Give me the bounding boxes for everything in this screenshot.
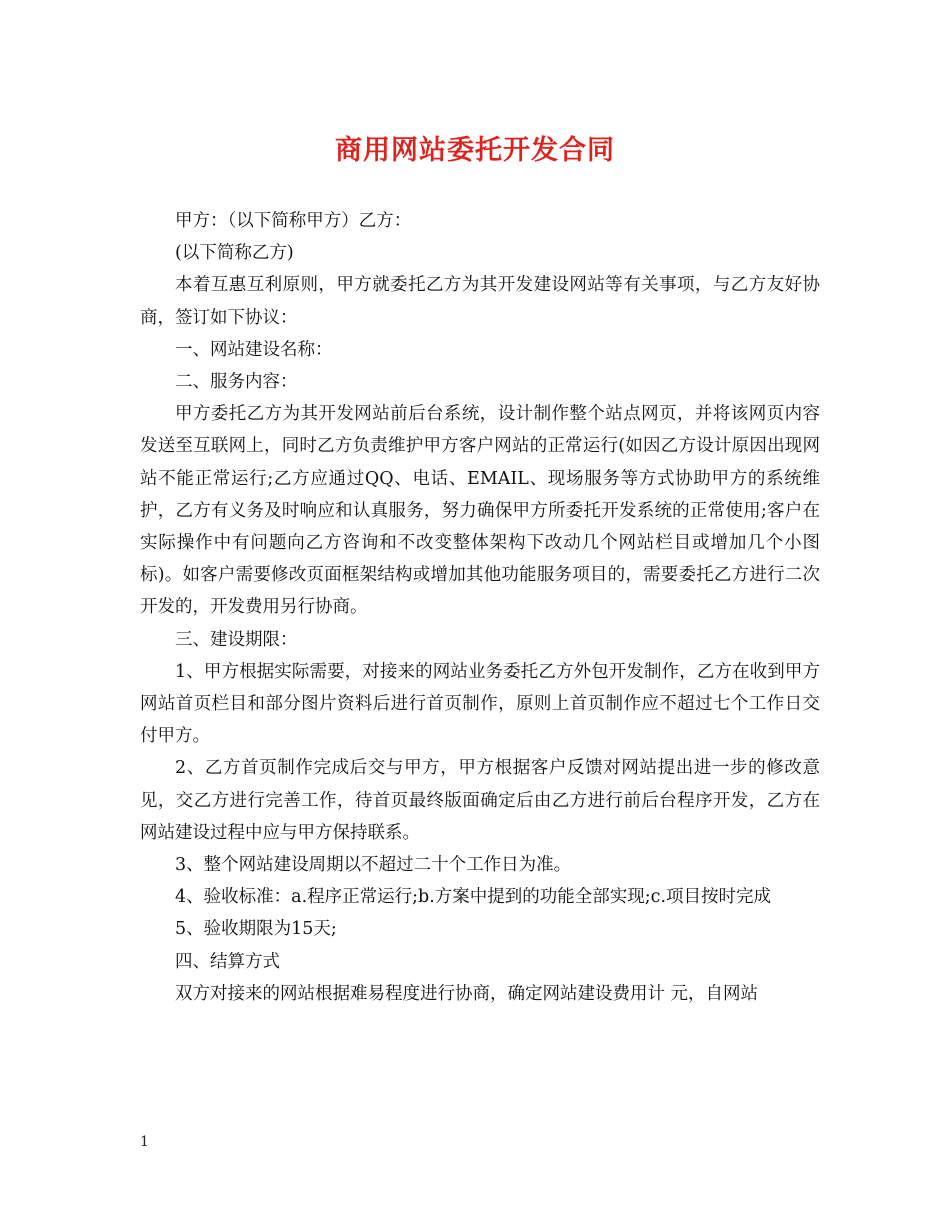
page-number: 1 bbox=[140, 1134, 149, 1150]
section-heading-3: 三、建设期限： bbox=[175, 629, 298, 650]
paragraph-service-content: 甲方委托乙方为其开发网站前后台系统，设计制作整个站点网页，并将该网页内容发送至互联网上，同时乙方负责维护甲方客户网站的正常运行(如因乙方设计原因出现网站不能正常运行;乙方应通过QQ、电话、EMAIL、现场服务等方式协助甲方的系统维护，乙方有义务及时响应和认真服务，努力确保甲方所委托开发系统的正常使用;客户在实际操作中有问题向乙方咨询和不改变整体架构下改动几个网站栏目或增加几个小图标)。如客户需要修改页面框架结构或增加其他功能服务项目的，需要委托乙方进行二次开发的，开发费用另行协商。 bbox=[140, 404, 820, 618]
paragraph-intro: 本着互惠互利原则，甲方就委托乙方为其开发建设网站等有关事项，与乙方友好协商，签订如下协议： bbox=[140, 275, 820, 328]
paragraph-term-3: 3、整个网站建设周期以不超过二十个工作日为准。 bbox=[175, 855, 572, 876]
document-title: 商用网站委托开发合同 bbox=[335, 135, 615, 166]
paragraph-term-4: 4、验收标准：a.程序正常运行;b.方案中提到的功能全部实现;c.项目按时完成 bbox=[175, 887, 772, 908]
paragraph-party-a: 甲方：（以下简称甲方）乙方： bbox=[175, 211, 412, 231]
paragraph-settlement: 双方对接来的网站根据难易程度进行协商，确定网站建设费用计 元，自网站 bbox=[175, 983, 759, 1004]
section-heading-1: 一、网站建设名称： bbox=[175, 339, 333, 360]
paragraph-term-1: 1、甲方根据实际需要，对接来的网站业务委托乙方外包开发制作，乙方在收到甲方网站首页栏目和部分图片资料后进行首页制作，原则上首页制作应不超过七个工作日交付甲方。 bbox=[140, 661, 820, 747]
section-heading-2: 二、服务内容： bbox=[175, 372, 298, 393]
paragraph-term-5: 5、验收期限为15天; bbox=[175, 919, 337, 940]
paragraph-term-2: 2、乙方首页制作完成后交与甲方，甲方根据客户反馈对网站提出进一步的修改意见，交乙方进行完善工作，待首页最终版面确定后由乙方进行前后台程序开发，乙方在网站建设过程中应与甲方保持联系。 bbox=[140, 758, 820, 843]
section-heading-4: 四、结算方式 bbox=[175, 951, 280, 972]
document-body bbox=[140, 205, 820, 1010]
paragraph-party-b: (以下简称乙方) bbox=[175, 243, 294, 264]
